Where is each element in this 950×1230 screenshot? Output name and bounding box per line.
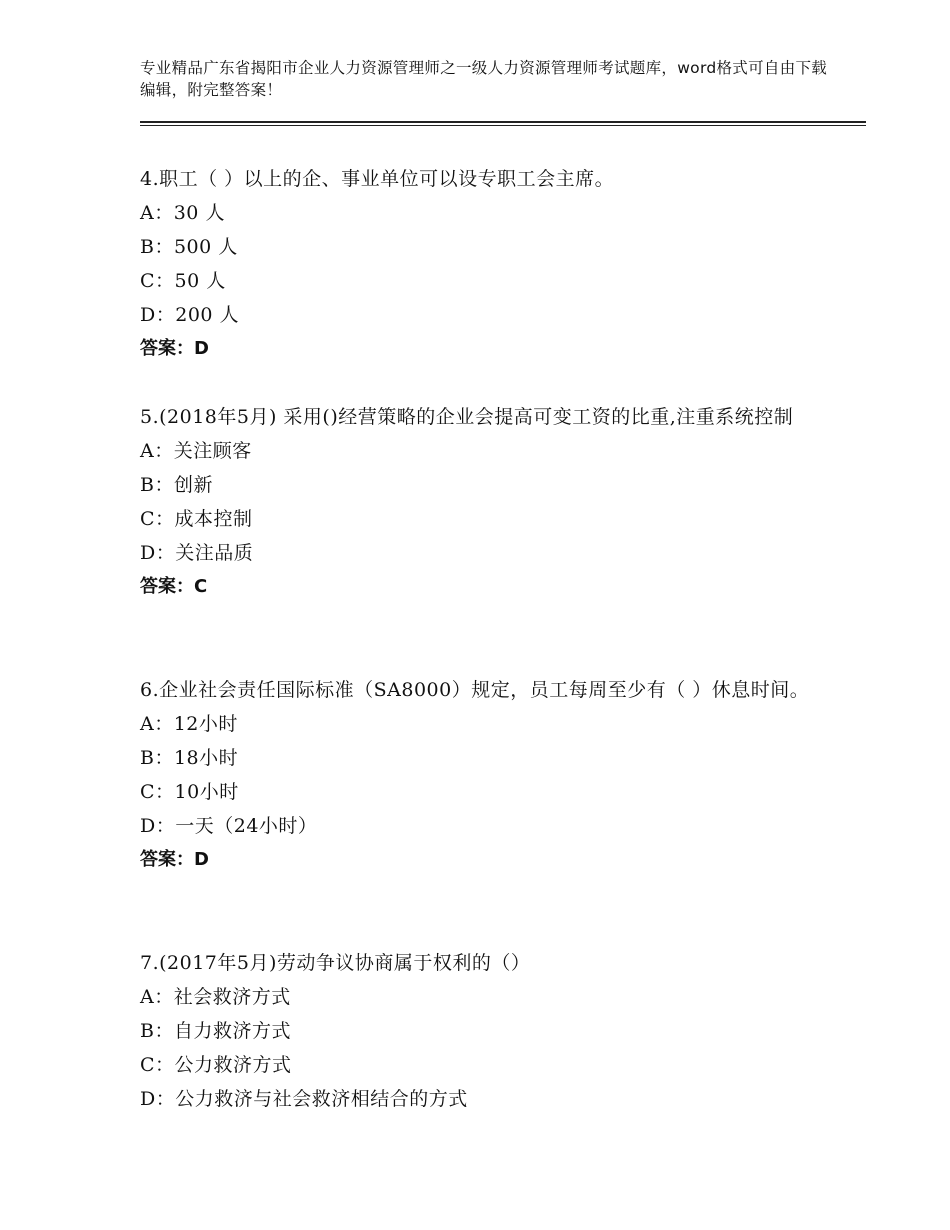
header-rule-thin xyxy=(140,125,866,126)
option-a: A：关注顾客 xyxy=(140,440,252,462)
option-b: B：创新 xyxy=(140,474,213,496)
document-header: 专业精品广东省揭阳市企业人力资源管理师之一级人力资源管理师考试题库，word格式可自由下载编辑，附完整答案！ xyxy=(140,59,828,99)
option-b: B：500 人 xyxy=(140,236,238,258)
option-b: B：自力救济方式 xyxy=(140,1020,291,1042)
option-c: C：公力救济方式 xyxy=(140,1054,292,1076)
header-rule-thick xyxy=(140,121,866,123)
option-c: C：成本控制 xyxy=(140,508,253,530)
option-d: D：关注品质 xyxy=(140,542,254,564)
question-text: 4.职工（ ）以上的企、事业单位可以设专职工会主席。 xyxy=(140,168,615,190)
answer-label: 答案：D xyxy=(140,849,209,870)
question-text: 5.(2018年5月) 采用()经营策略的企业会提高可变工资的比重,注重系统控制 xyxy=(140,406,794,428)
option-a: A：12小时 xyxy=(140,713,238,735)
answer-label: 答案：D xyxy=(140,338,209,359)
option-a: A：社会救济方式 xyxy=(140,986,291,1008)
question-7 xyxy=(140,946,820,1116)
option-c: C：50 人 xyxy=(140,270,226,292)
option-a: A：30 人 xyxy=(140,202,225,224)
question-6 xyxy=(140,673,820,877)
option-d: D：200 人 xyxy=(140,304,240,326)
option-b: B：18小时 xyxy=(140,747,239,769)
question-5 xyxy=(140,400,820,604)
question-text: 6.企业社会责任国际标准（SA8000）规定，员工每周至少有（ ）休息时间。 xyxy=(140,679,810,701)
question-text: 7.(2017年5月)劳动争议协商属于权利的（） xyxy=(140,952,531,974)
option-d: D：一天（24小时） xyxy=(140,815,318,837)
option-d: D：公力救济与社会救济相结合的方式 xyxy=(140,1088,468,1110)
option-c: C：10小时 xyxy=(140,781,239,803)
answer-label: 答案：C xyxy=(140,576,208,597)
question-4 xyxy=(140,162,820,366)
